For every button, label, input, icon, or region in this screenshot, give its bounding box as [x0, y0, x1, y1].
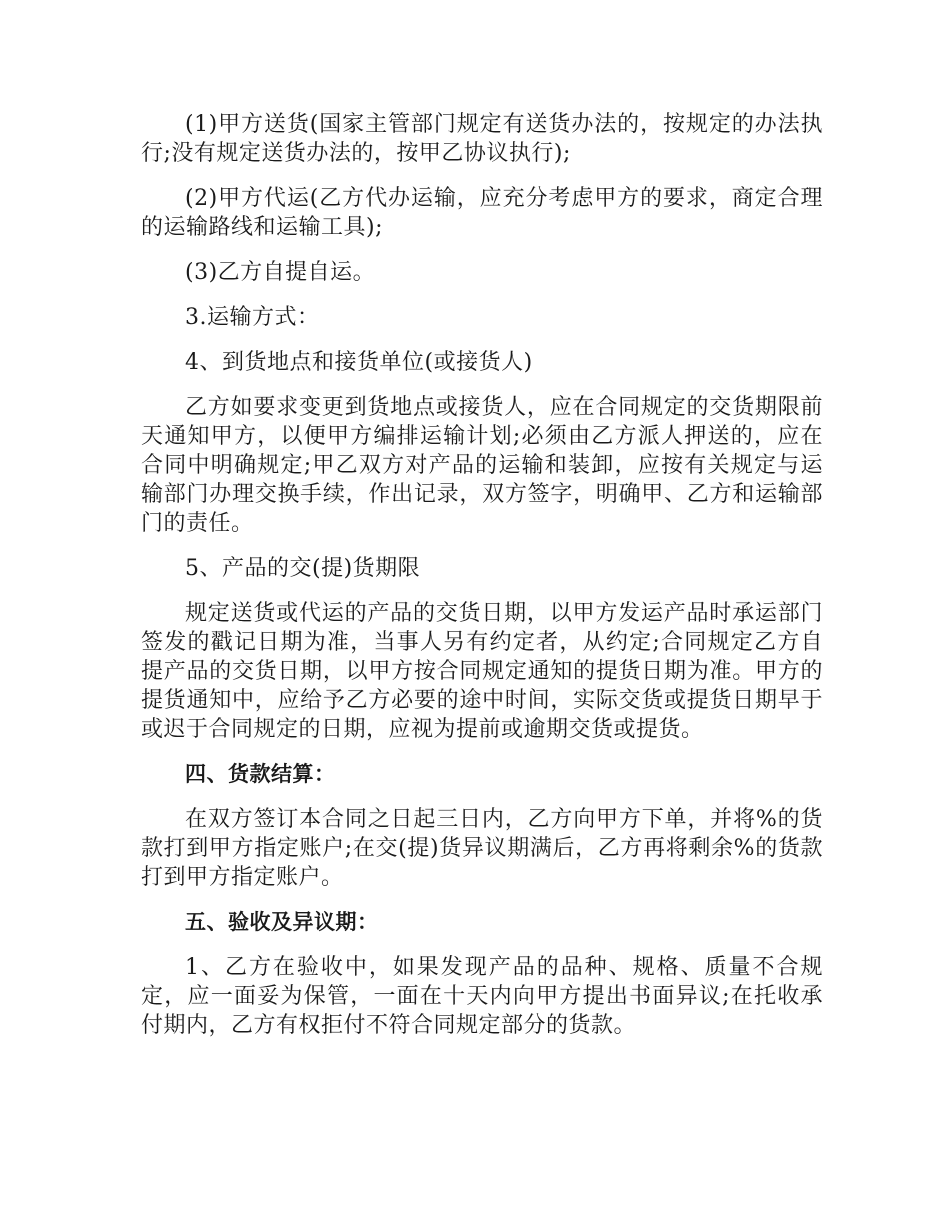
document-page — [141, 110, 823, 1056]
paragraph-shipping-on-behalf: (2)甲方代运(乙方代办运输，应充分考虑甲方的要求，商定合理的运输路线和运输工具); — [141, 186, 823, 240]
paragraph-self-pickup: (3)乙方自提自运。 — [185, 260, 376, 285]
paragraph-transport-method: 3.运输方式： — [185, 305, 320, 330]
paragraph-payment-terms: 在双方签订本合同之日起三日内，乙方向甲方下单，并将%的货款打到甲方指定账户;在交(提)货异议期满后，乙方再将剩余%的货款打到甲方指定账户。 — [141, 807, 823, 890]
section-heading-inspection: 五、验收及异议期： — [185, 910, 379, 934]
paragraph-delivery-by-party-a: (1)甲方送货(国家主管部门规定有送货办法的，按规定的办法执行;没有规定送货办法的，按甲乙协议执行); — [141, 112, 823, 166]
paragraph-inspection-objection: 1、乙方在验收中，如果发现产品的品种、规格、质量不合规定，应一面妥为保管，一面在十天内向甲方提出书面异议;在托收承付期内，乙方有权拒付不符合同规定部分的货款。 — [141, 955, 823, 1038]
paragraph-delivery-period: 5、产品的交(提)货期限 — [185, 556, 421, 581]
paragraph-delivery-location: 4、到货地点和接货单位(或接货人) — [185, 350, 533, 375]
paragraph-change-delivery: 乙方如要求变更到货地点或接货人，应在合同规定的交货期限前天通知甲方，以便甲方编排运输计划;必须由乙方派人押送的，应在合同中明确规定;甲乙双方对产品的运输和装卸，应按有关规定与运输部门办理交换手续，作出记录，双方签字，明确甲、乙方和运输部门的责任。 — [141, 395, 823, 536]
section-heading-payment: 四、货款结算： — [185, 762, 336, 786]
paragraph-delivery-date-rules: 规定送货或代运的产品的交货日期，以甲方发运产品时承运部门签发的戳记日期为准，当事人另有约定者，从约定;合同规定乙方自提产品的交货日期，以甲方按合同规定通知的提货日期为准。甲方的提货通知中，应给予乙方必要的途中时间，实际交货或提货日期早于或迟于合同规定的日期，应视为提前或逾期交货或提货。 — [141, 601, 823, 742]
